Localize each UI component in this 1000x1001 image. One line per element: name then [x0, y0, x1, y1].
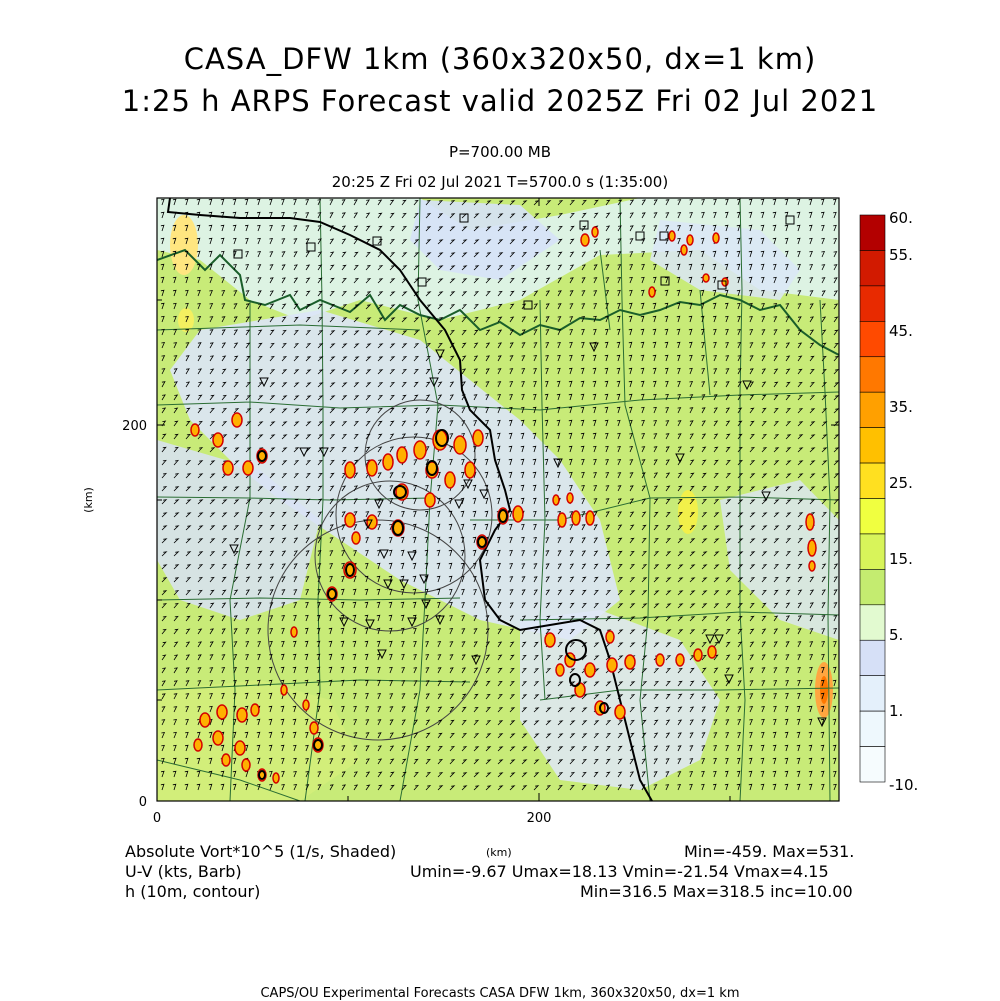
colorbar-swatch — [860, 569, 885, 604]
colorbar-swatch — [860, 640, 885, 675]
colorbar-label: 5. — [889, 626, 904, 644]
x-tick-label: 0 — [152, 811, 162, 826]
colorbar-swatch — [860, 711, 885, 746]
credit-footer: CAPS/OU Experimental Forecasts CASA DFW 1km, 360x320x50, dx=1 km — [260, 986, 740, 1001]
colorbar-swatch — [860, 534, 885, 569]
colorbar-swatch — [860, 321, 885, 356]
x-tick-label: 200 — [526, 811, 552, 826]
colorbar-label: 55. — [889, 246, 913, 264]
colorbar-swatch — [860, 250, 885, 285]
y-tick-label: 0 — [138, 795, 147, 810]
colorbar-label: 60. — [889, 209, 913, 227]
wind-stats: Umin=-9.67 Umax=18.13 Vmin=-21.54 Vmax=4.15 — [410, 862, 829, 881]
y-tick-label: 200 — [122, 419, 147, 434]
plot-title-line2: 1:25 h ARPS Forecast valid 2025Z Fri 02 Jul 2021 — [121, 84, 879, 118]
y-axis-label: (km) — [82, 487, 95, 513]
colorbar-swatch — [860, 605, 885, 640]
barb-variable-label: U-V (kts, Barb) — [125, 862, 242, 881]
colorbar-swatch — [860, 676, 885, 711]
colorbar-swatch — [860, 747, 885, 782]
colorbar-swatch — [860, 215, 885, 250]
plot-title-line1: CASA_DFW 1km (360x320x50, dx=1 km) — [183, 42, 817, 76]
colorbar — [860, 209, 918, 794]
colorbar-label: 15. — [889, 550, 913, 568]
colorbar-swatch — [860, 428, 885, 463]
valid-time-label: 20:25 Z Fri 02 Jul 2021 T=5700.0 s (1:35:00) — [331, 173, 669, 191]
shaded-stats: Min=-459. Max=531. — [684, 842, 855, 861]
colorbar-label: 25. — [889, 474, 913, 492]
contour-variable-label: h (10m, contour) — [125, 882, 261, 901]
colorbar-label: -10. — [889, 776, 919, 794]
contour-stats: Min=316.5 Max=318.5 inc=10.00 — [580, 882, 853, 901]
colorbar-swatch — [860, 463, 885, 498]
colorbar-swatch — [860, 392, 885, 427]
colorbar-swatch — [860, 286, 885, 321]
colorbar-label: 35. — [889, 398, 913, 416]
colorbar-swatch — [860, 357, 885, 392]
colorbar-swatch — [860, 499, 885, 534]
shaded-variable-label: Absolute Vort*10^5 (1/s, Shaded) — [125, 842, 397, 861]
colorbar-label: 45. — [889, 322, 913, 340]
pressure-level-label: P=700.00 MB — [448, 143, 552, 161]
colorbar-label: 1. — [889, 702, 904, 720]
x-axis-label: (km) — [486, 846, 512, 859]
